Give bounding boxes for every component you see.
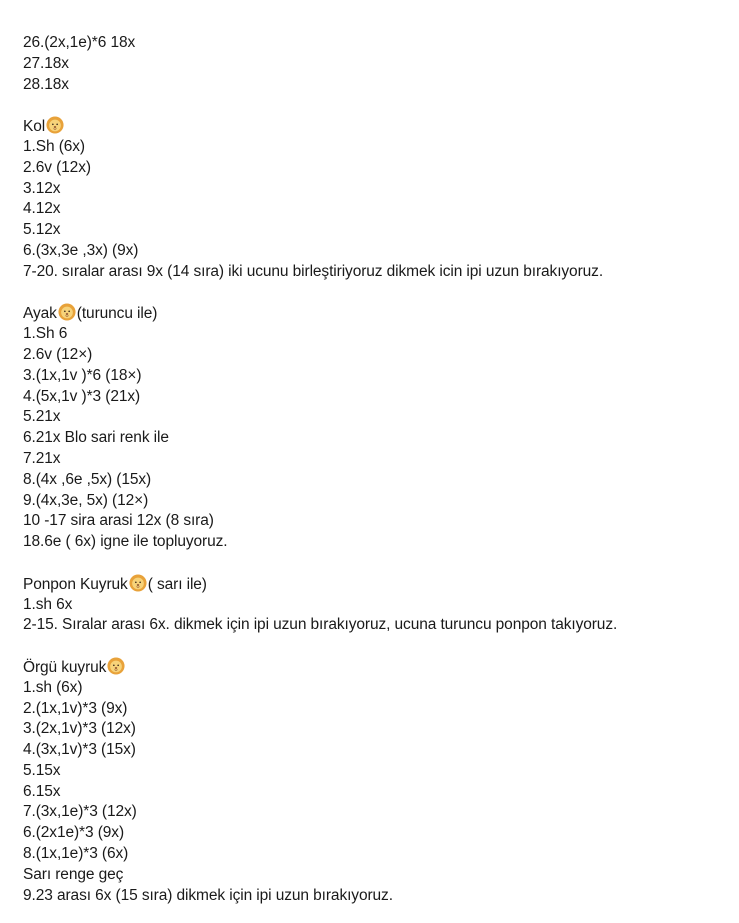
pattern-row: 4.12x [23, 200, 61, 218]
pattern-row: 2.6v (12×) [23, 345, 93, 363]
pattern-row: 6.15x [23, 782, 61, 800]
pattern-row: 1.Sh (6x) [23, 137, 85, 155]
pattern-row: 9.(4x,3e, 5x) (12×) [23, 491, 149, 509]
pattern-row: 4.(3x,1v)*3 (15x) [23, 741, 136, 759]
lion-face-icon [58, 303, 76, 321]
pattern-row: 8.(4x ,6e ,5x) (15x) [23, 470, 152, 488]
pattern-row: 27.18x [23, 54, 69, 72]
pattern-row: 7.(3x,1e)*3 (12x) [23, 803, 137, 821]
pattern-row: 1.Sh 6 [23, 325, 68, 343]
section-body [23, 33, 733, 95]
pattern-row: Sarı renge geç [23, 865, 124, 883]
lion-face-icon [46, 116, 64, 134]
section-title [23, 116, 733, 137]
pattern-row: 5.21x [23, 408, 61, 426]
pattern-row: 7.21x [23, 449, 61, 467]
pattern-row: 5.15x [23, 761, 61, 779]
pattern-row: 3.(1x,1v )*6 (18×) [23, 366, 142, 384]
section-ayak [23, 303, 733, 553]
pattern-document [23, 33, 733, 906]
pattern-row: 3.(2x,1v)*3 (12x) [23, 720, 136, 738]
section-title [23, 657, 733, 678]
lion-face-icon [129, 574, 147, 592]
pattern-row: 1.sh (6x) [23, 678, 83, 696]
pattern-row: 26.(2x,1e)*6 18x [23, 34, 136, 51]
section-title-text: Kol [23, 118, 46, 136]
pattern-row: 8.(1x,1e)*3 (6x) [23, 845, 129, 863]
pattern-row: 2-15. Sıralar arası 6x. dikmek için ipi uzun bırakıyoruz, ucuna turuncu ponpon takıyoruz. [23, 616, 618, 634]
pattern-row: 5.12x [23, 221, 61, 239]
pattern-row: 28.18x [23, 75, 69, 93]
pattern-row: 9.23 arası 6x (15 sıra) dikmek için ipi uzun bırakıyoruz. [23, 886, 393, 904]
section-title [23, 574, 733, 595]
section-title-text: Ponpon Kuyruk [23, 575, 128, 593]
section-title-text: Örgü kuyruk [23, 658, 107, 676]
section-orgu-kuyruk [23, 657, 733, 907]
pattern-row: 6.(2x1e)*3 (9x) [23, 824, 125, 842]
pattern-row: 6.21x Blo sari renk ile [23, 429, 169, 447]
section-title [23, 303, 733, 324]
pattern-row: 7-20. sıralar arası 9x (14 sıra) iki ucunu birleştiriyoruz dikmek icin ipi uzun bırakıyoruz. [23, 262, 604, 280]
pattern-row: 18.6e ( 6x) igne ile topluyoruz. [23, 533, 228, 551]
pattern-row: 6.(3x,3e ,3x) (9x) [23, 241, 139, 259]
pattern-row: 2.6v (12x) [23, 158, 91, 176]
section-title-suffix: (turuncu ile) [76, 305, 158, 323]
pattern-row: 2.(1x,1v)*3 (9x) [23, 699, 128, 717]
pattern-row: 1.sh 6x [23, 595, 73, 613]
section-title-suffix: ( sarı ile) [147, 575, 207, 593]
section-title-text: Ayak [23, 305, 57, 323]
pattern-row: 4.(5x,1v )*3 (21x) [23, 387, 141, 405]
pattern-row: 10 -17 sira arasi 12x (8 sıra) [23, 512, 214, 530]
section-ponpon-kuyruk [23, 574, 733, 636]
section-kol [23, 116, 733, 282]
pattern-row: 3.12x [23, 179, 61, 197]
lion-face-icon [107, 657, 125, 675]
